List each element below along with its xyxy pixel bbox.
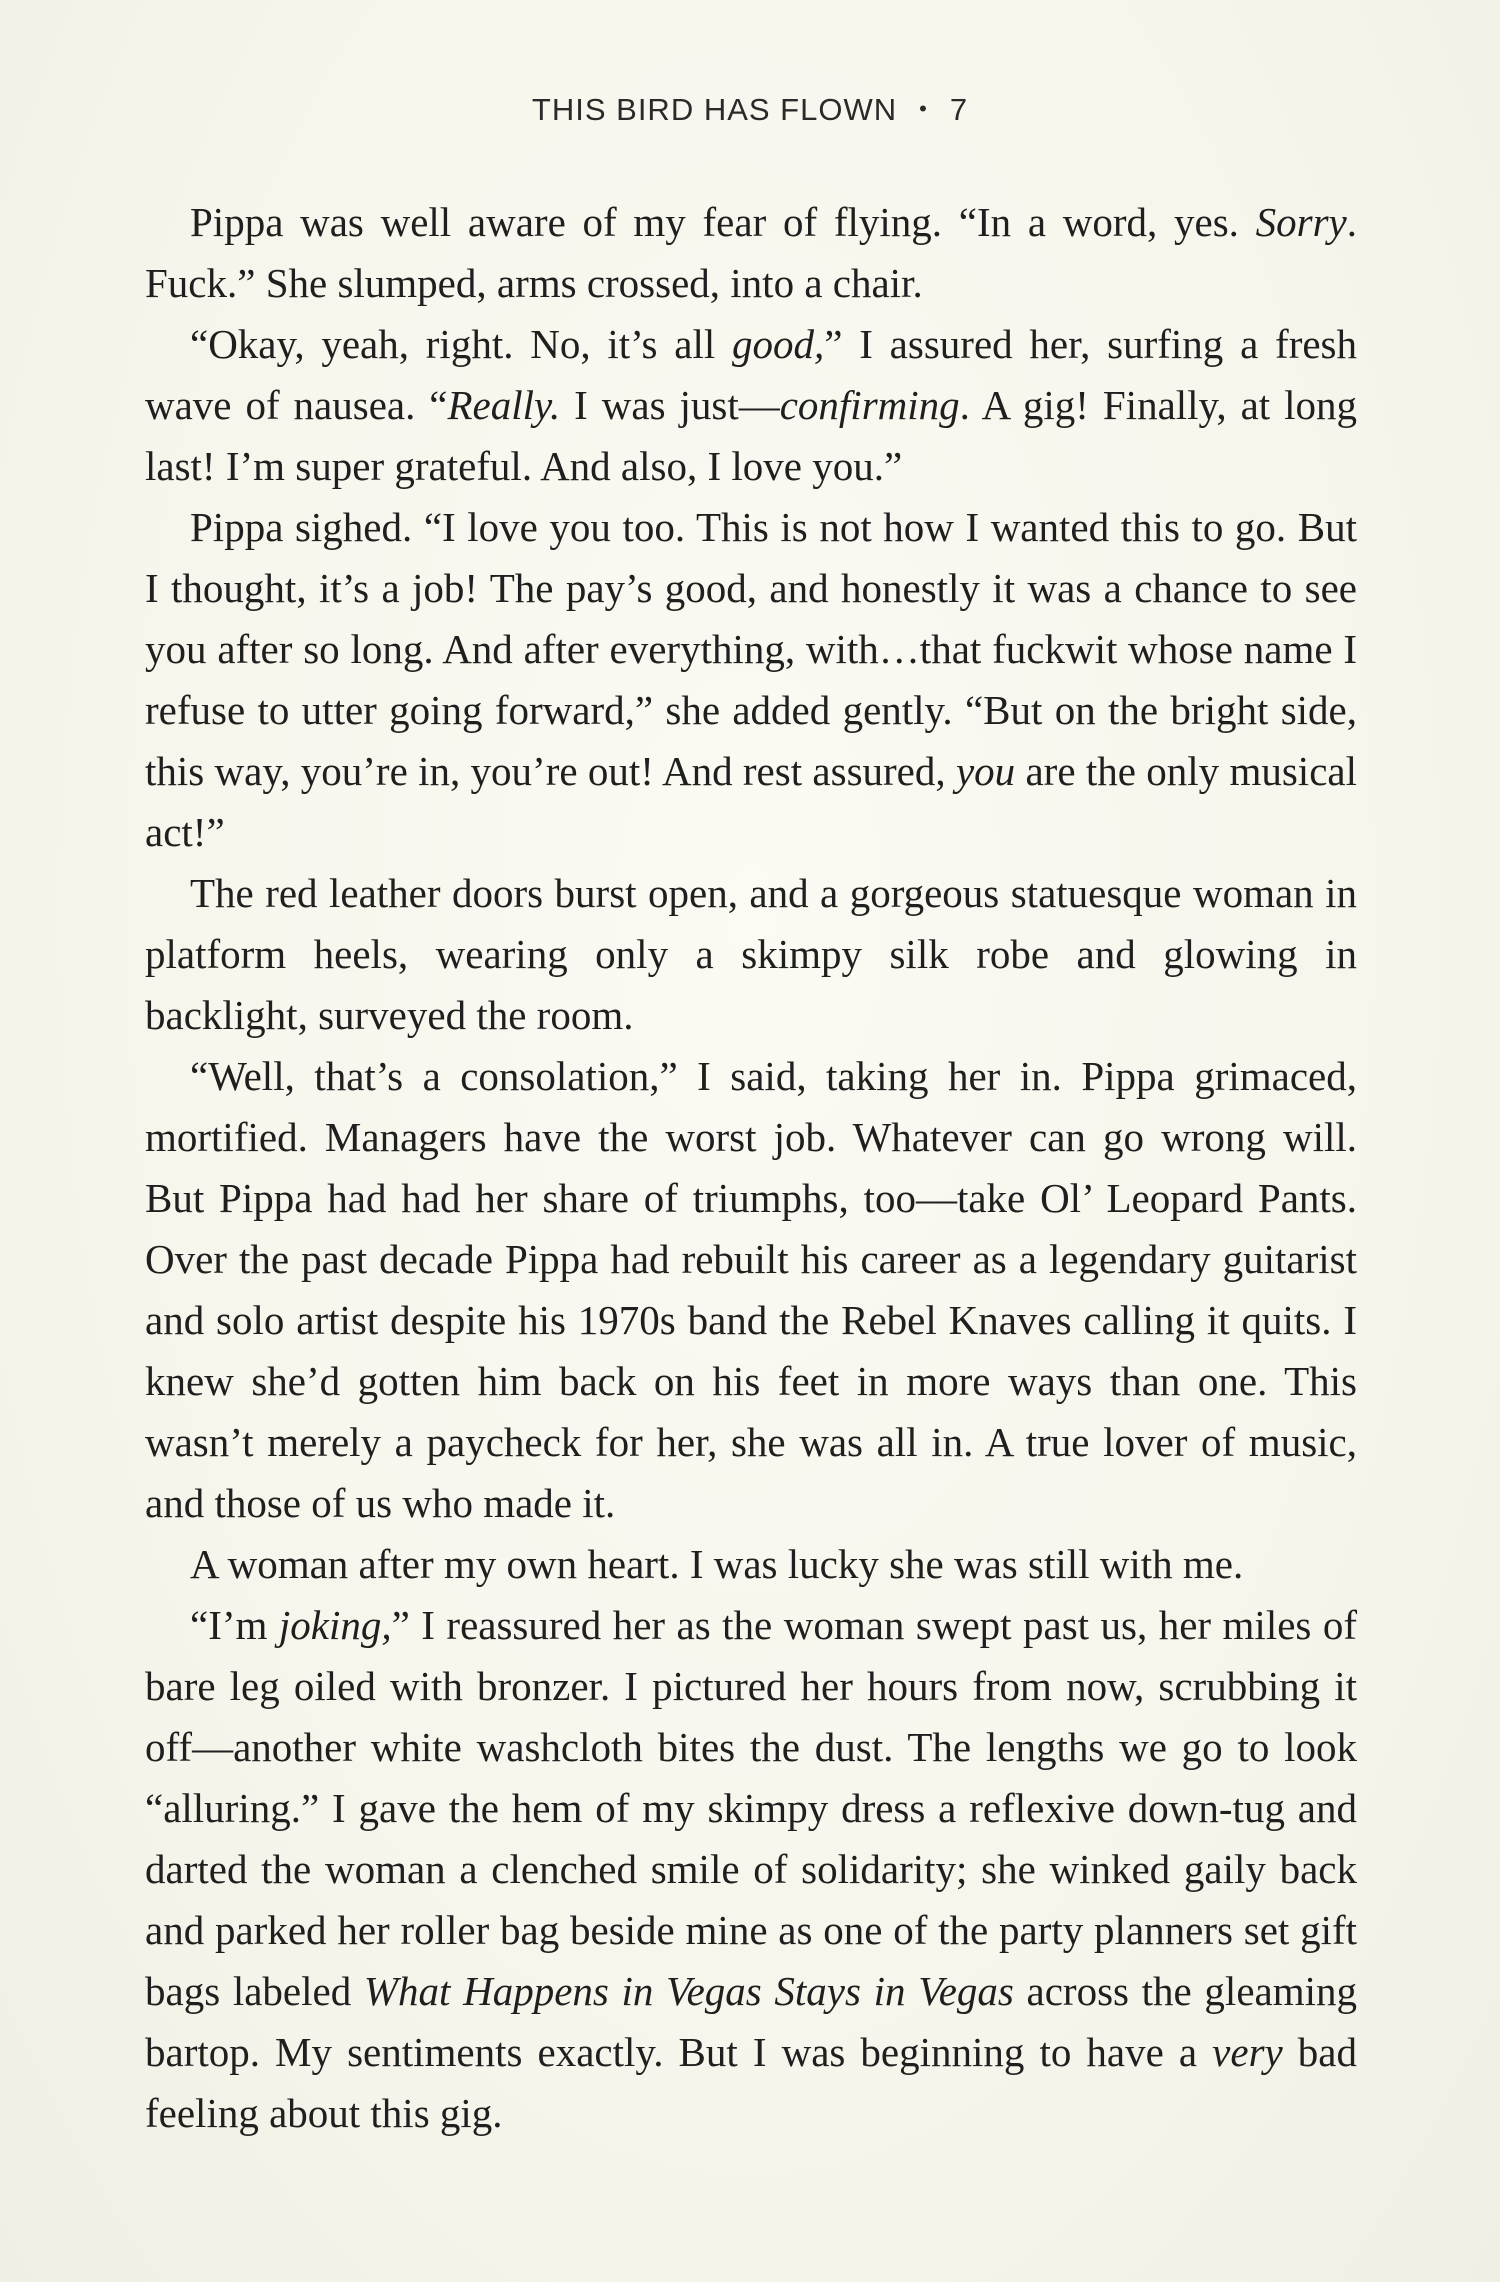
p7-text-e: across the gleaming bartop. My sentiments exactly. But I was beginning to have a xyxy=(145,1968,1357,2075)
p7-emphasis-very: very xyxy=(1212,2029,1283,2075)
paragraph-6: A woman after my own heart. I was lucky she was still with me. xyxy=(190,1541,1244,1587)
paragraph-5: “Well, that’s a consolation,” I said, taking her in. Pippa grimaced, mortified. Managers have the worst job. Whatever can go wrong will. But Pippa had had her share of triumphs, too—take Ol’ Leopard Pants. Over the past decade Pippa had rebuilt his career as a legendary guitarist and solo artist despite his 1970s band the Rebel Knaves calling it quits. I knew she’d gotten him back on his feet in more ways than one. This wasn’t merely a paycheck for her, she was all in. A true lover of music, and those of us who made it. xyxy=(145,1053,1357,1526)
p3-text-c: are the only musical act!” xyxy=(145,748,1357,855)
p7-text-c: ” I reassured her as the woman swept past us, her miles of bare leg oiled with bronzer. I pictured her hours from now, scrubbing it off—another white washcloth bites the dust. The lengths we go to look “alluring.” I gave the hem of my skimpy dress a reflexive down-tug and darted the woman a clenched smile of solidarity; she winked gaily back and parked her roller bag beside mine as one of the party planners set gift bags labeled xyxy=(145,1602,1357,2014)
p7-text-a: “I’m xyxy=(190,1602,279,1648)
p2-text-e: I was just— xyxy=(560,382,780,428)
p7-emphasis-vegas: What Happens in Vegas Stays in Vegas xyxy=(363,1968,1014,2014)
p2-text-a: “Okay, yeah, right. No, it’s all xyxy=(190,321,733,367)
header-separator: • xyxy=(919,96,928,121)
p1-text-a: Pippa was well aware of my fear of flying. “In a word, yes. xyxy=(190,199,1256,245)
book-title: THIS BIRD HAS FLOWN xyxy=(531,92,898,127)
paragraph-3 xyxy=(145,497,1357,863)
p2-emphasis-really: Really. xyxy=(447,382,561,428)
p7-text-g: bad feeling about this gig. xyxy=(145,2029,1358,2136)
paragraph-4: The red leather doors burst open, and a gorgeous statuesque woman in platform heels, wearing only a skimpy silk robe and glowing in backlight, surveyed the room. xyxy=(145,870,1357,1038)
p2-emphasis-good: good, xyxy=(732,321,825,367)
paragraph-7 xyxy=(145,1595,1357,2144)
body-text xyxy=(145,192,1357,2144)
p2-text-c: ” I assured her, surfing a fresh wave of nausea. “ xyxy=(145,321,1357,428)
p3-text-a: Pippa sighed. “I love you too. This is not how I wanted this to go. But I thought, it’s a job! The pay’s good, and honestly it was a chance to see you after so long. And after everything, with…that fuckwit whose name I refuse to utter going forward,” she added gently. “But on the bright side, this way, you’re in, you’re out! And rest assured, xyxy=(145,504,1357,794)
paragraph-1 xyxy=(145,192,1357,314)
p2-emphasis-confirming: confirming xyxy=(779,382,960,428)
p7-emphasis-joking: joking, xyxy=(278,1602,392,1648)
running-head xyxy=(0,92,1500,128)
p3-emphasis-you: you xyxy=(955,748,1016,794)
paragraph-2 xyxy=(145,314,1357,497)
page-number: 7 xyxy=(949,92,969,127)
p2-text-g: . A gig! Finally, at long last! I’m super grateful. And also, I love you.” xyxy=(145,382,1358,489)
p1-text-c: . Fuck.” She slumped, arms crossed, into a chair. xyxy=(145,199,1357,306)
p1-emphasis: Sorry xyxy=(1255,199,1347,245)
